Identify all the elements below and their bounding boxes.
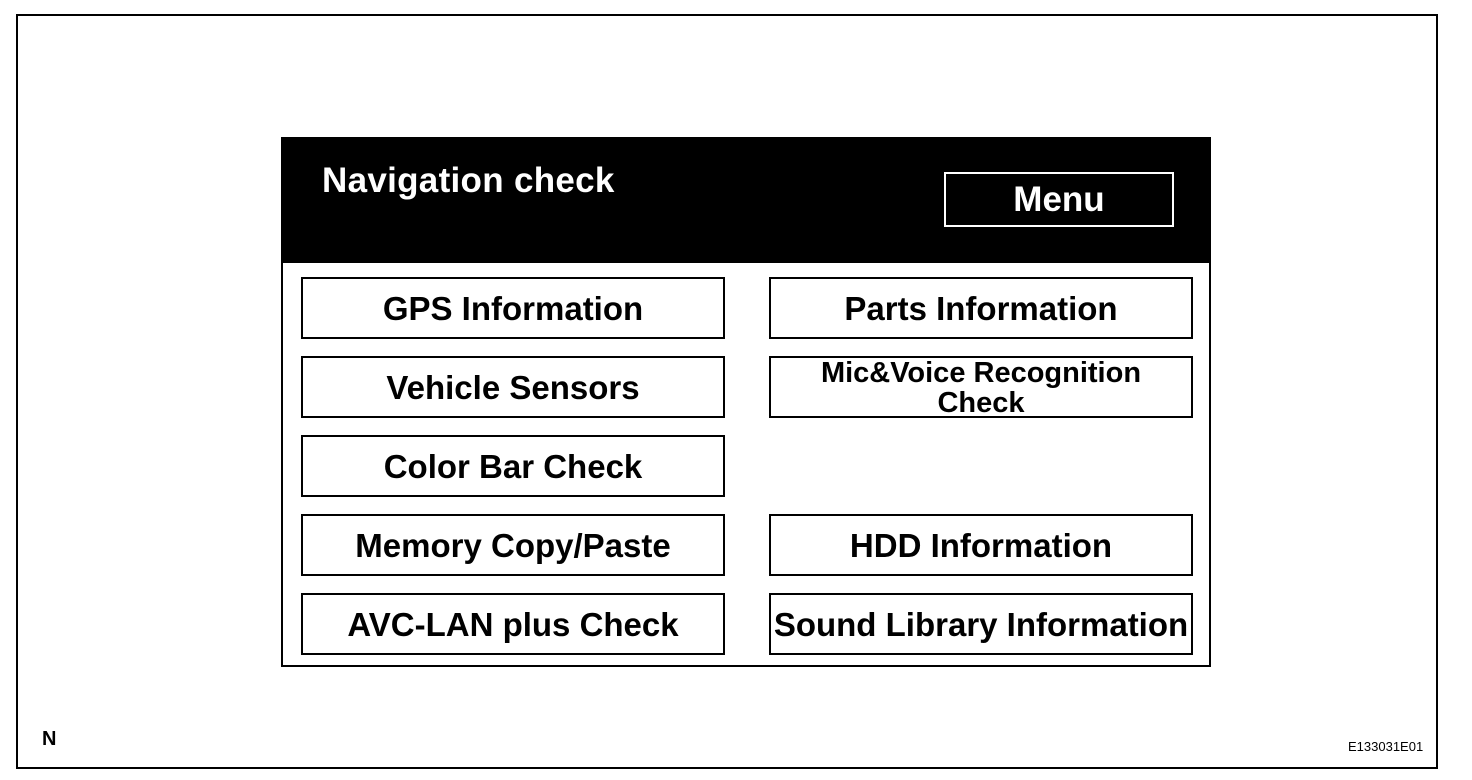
- mic-voice-label-line2: Check: [937, 387, 1025, 419]
- navigation-check-screen: [281, 137, 1211, 667]
- memory-copy-paste-button[interactable]: Memory Copy/Paste: [301, 514, 725, 576]
- avc-lan-plus-check-button[interactable]: AVC-LAN plus Check: [301, 593, 725, 655]
- color-bar-check-button[interactable]: Color Bar Check: [301, 435, 725, 497]
- parts-information-button[interactable]: Parts Information: [769, 277, 1193, 339]
- hdd-information-button[interactable]: HDD Information: [769, 514, 1193, 576]
- mic-voice-label-line1: Mic&Voice Recognition: [820, 357, 1142, 389]
- menu-button[interactable]: Menu: [944, 172, 1174, 227]
- screen-header: [283, 139, 1209, 263]
- mic-voice-recognition-check-button[interactable]: [769, 356, 1193, 418]
- sound-library-information-button[interactable]: Sound Library Information: [769, 593, 1193, 655]
- figure-code: E133031E01: [1348, 739, 1424, 754]
- page-title: Navigation check: [322, 161, 615, 200]
- gps-information-button[interactable]: GPS Information: [301, 277, 725, 339]
- corner-label: N: [42, 728, 57, 750]
- vehicle-sensors-button[interactable]: Vehicle Sensors: [301, 356, 725, 418]
